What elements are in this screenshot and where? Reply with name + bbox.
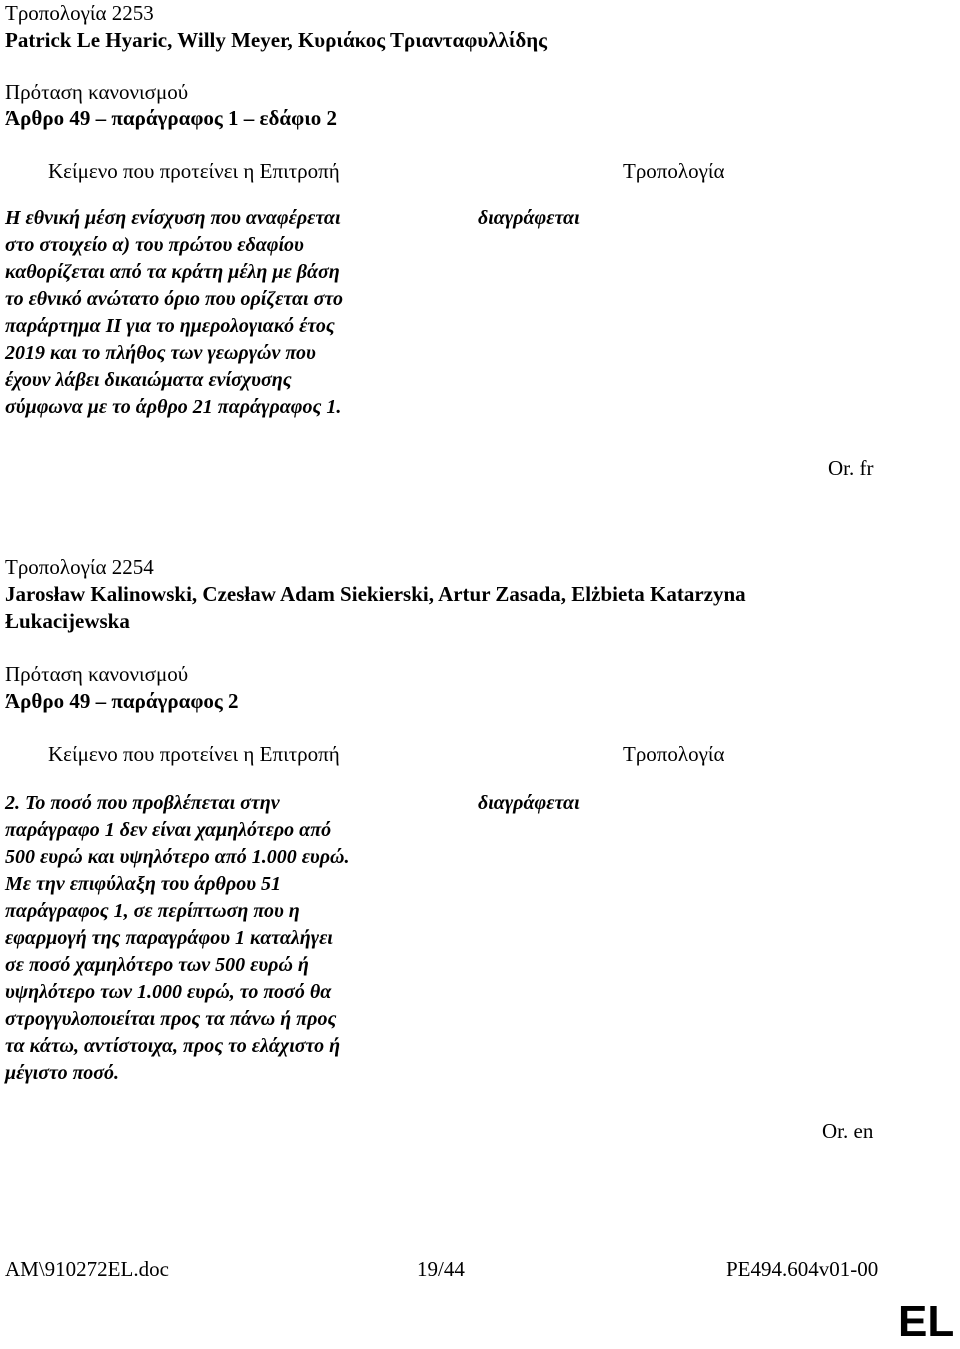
footer-doc-reference: AM\910272EL.doc — [5, 1257, 169, 1281]
commission-text — [5, 790, 400, 1087]
article-reference: Άρθρο 49 – παράγραφος 1 – εδάφιο 2 — [5, 106, 337, 130]
text-line: στρογγυλοποιείται προς τα πάνω ή προς — [5, 1008, 337, 1030]
text-line: τα κάτω, αντίστοιχα, προς το ελάχιστο ή — [5, 1035, 341, 1057]
text-line: 2. Το ποσό που προβλέπεται στην — [5, 792, 280, 814]
text-line: μέγιστο ποσό. — [5, 1062, 119, 1084]
amendment-column-header: Τροπολογία — [623, 159, 725, 183]
amendment-deleted-text: διαγράφεται — [478, 207, 580, 229]
text-line: στο στοιχείο α) του πρώτου εδαφίου — [5, 234, 304, 256]
text-line: Η εθνική μέση ενίσχυση που αναφέρεται — [5, 207, 341, 229]
text-line: παράγραφος 1, σε περίπτωση που η — [5, 900, 300, 922]
text-line: εφαρμογή της παραγράφου 1 καταλήγει — [5, 927, 333, 949]
article-reference: Άρθρο 49 – παράγραφος 2 — [5, 689, 239, 713]
text-line: 500 ευρώ και υψηλότερο από 1.000 ευρώ. — [5, 846, 350, 868]
amendment-authors: Jarosław Kalinowski, Czesław Adam Siekierski, Artur Zasada, Elżbieta Katarzyna Łukacijewska — [5, 582, 746, 633]
proposal-label: Πρόταση κανονισμού — [5, 662, 189, 686]
text-line: καθορίζεται από τα κράτη μέλη με βάση — [5, 261, 340, 283]
footer-pe-reference: PE494.604v01-00 — [726, 1257, 879, 1281]
amendment-column-header: Τροπολογία — [623, 742, 725, 766]
proposal-label: Πρόταση κανονισμού — [5, 80, 189, 104]
commission-text-header: Κείμενο που προτείνει η Επιτροπή — [48, 742, 340, 766]
original-language: Or. fr — [828, 456, 874, 480]
amendment-title: Τροπολογία 2253 — [5, 1, 154, 25]
text-line: παράρτημα ΙΙ για το ημερολογιακό έτος — [5, 315, 335, 337]
commission-text — [5, 205, 400, 421]
text-line: το εθνικό ανώτατο όριο που ορίζεται στο — [5, 288, 343, 310]
footer-page-number: 19/44 — [417, 1257, 465, 1281]
original-language: Or. en — [822, 1119, 874, 1143]
text-line: σε ποσό χαμηλότερο των 500 ευρώ ή — [5, 954, 309, 976]
text-line: υψηλότερο των 1.000 ευρώ, το ποσό θα — [5, 981, 332, 1003]
amendment-deleted-text: διαγράφεται — [478, 792, 580, 814]
text-line: 2019 και το πλήθος των γεωργών που — [5, 342, 316, 364]
language-code: EL — [898, 1297, 955, 1346]
amendment-authors: Patrick Le Hyaric, Willy Meyer, Κυριάκος Τριανταφυλλίδης — [5, 28, 548, 52]
text-line: έχουν λάβει δικαιώματα ενίσχυσης — [5, 369, 292, 391]
text-line: παράγραφο 1 δεν είναι χαμηλότερο από — [5, 819, 332, 841]
amendment-title: Τροπολογία 2254 — [5, 555, 154, 579]
text-line: σύμφωνα με το άρθρο 21 παράγραφος 1. — [5, 396, 342, 418]
commission-text-header: Κείμενο που προτείνει η Επιτροπή — [48, 159, 340, 183]
text-line: Με την επιφύλαξη του άρθρου 51 — [5, 873, 282, 895]
